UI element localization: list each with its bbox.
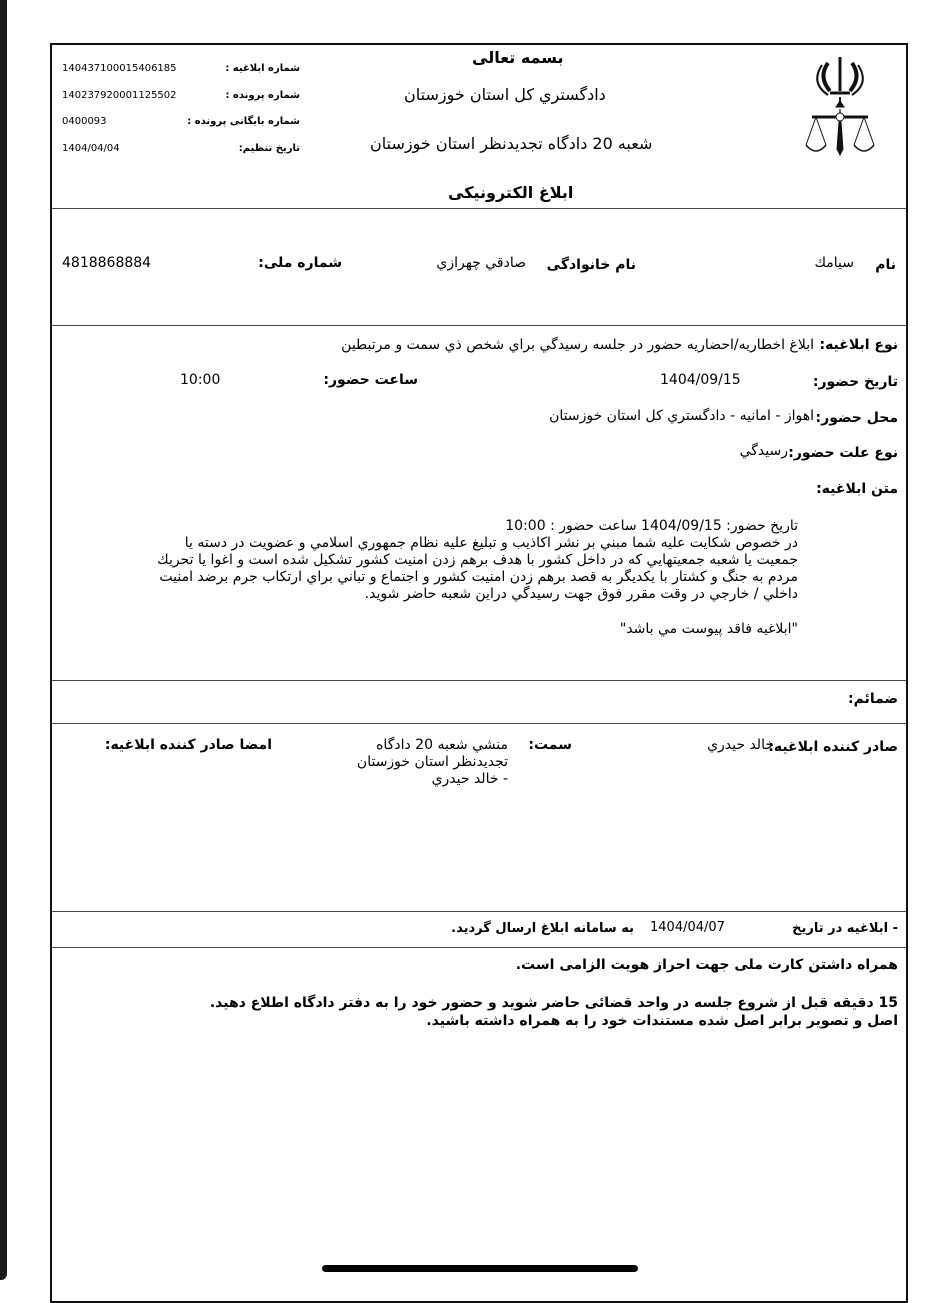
notice-text-label: متن ابلاغیه: [816,481,898,497]
appearance-date-label: تاریخ حضور: [812,374,898,390]
archive-number-value: 0400093 [62,116,107,127]
national-id-value: 4818868884 [62,255,152,271]
notice-body-line: مردم به جنگ و کشتار با یکدیگر به قصد برهم زدن امنیت کشور و اجتماع و تباني براي ارتکاب جرم برضد امنیت [159,569,798,585]
sent-date: 1404/04/07 [650,920,725,935]
position-line: تجدیدنظر استان خوزستان [356,754,508,770]
divider [52,325,906,326]
national-id-label: شماره ملی: [258,255,342,271]
divider [52,723,906,724]
appearance-place-label: محل حضور: [815,410,898,426]
note-arrive-early: 15 دقیقه قبل از شروع جلسه در واحد قضائی حاضر شوید و حضور خود را به دفتر دادگاه اطلاع دهید. [209,995,898,1011]
divider [52,680,906,681]
notice-body-line: جمعیت یا شعبه جمعیتهایي که در داخل کشور با هدف برهم زدن امنیت کشور تشکیل شده است و اغوا یا تحریك [157,552,798,568]
divider [52,947,906,948]
iran-judiciary-emblem-icon [804,53,876,165]
appearance-reason-label: نوع علت حضور: [788,445,898,461]
appearance-date-value: 1404/09/15 [660,372,741,388]
issue-date-label: تاریخ تنظیم: [238,143,300,154]
issuer-name: خالد حیدري [707,737,774,753]
notice-body-line: تاریخ حضور: 1404/09/15 ساعت حضور : 10:00 [505,518,798,534]
notice-body-text [58,518,798,638]
notice-number-label: شماره ابلاغیه : [225,63,300,74]
appearance-reason-value: رسیدگي [739,443,788,459]
bismillah-heading: بسمه تعالی [472,48,564,67]
position-line: منشي شعبه 20 دادگاه [376,737,508,753]
last-name-label: نام خانوادگی [546,257,636,273]
position-label: سمت: [528,737,572,753]
issuer-signature-label: امضا صادر کننده ابلاغیه: [104,737,272,753]
attachment-note: "ابلاغیه فاقد پیوست مي باشد" [619,621,798,637]
notice-body-line: داخلي / خارجي در وقت مقرر فوق جهت رسیدگي دراین شعبه حاضر شوید. [364,586,798,602]
first-name-label: نام [875,257,896,273]
appearance-time-value: 10:00 [180,372,221,388]
issue-date-value: 1404/04/04 [62,143,120,154]
court-general-title: دادگستري کل استان خوزستان [404,85,606,104]
document-title: ابلاغ الکترونیکی [448,183,574,202]
window-edge [0,0,7,1280]
first-name-value: سیامك [814,255,854,271]
position-value [357,737,508,788]
note-documents: اصل و تصویر برابر اصل شده مستندات خود را به همراه داشته باشید. [426,1013,898,1029]
appearance-place-value: اهواز - امانیه - دادگستري کل استان خوزستان [549,408,814,424]
court-branch-title: شعبه 20 دادگاه تجدیدنظر استان خوزستان [370,134,653,153]
attachments-label: ضمائم: [847,691,898,707]
divider [52,208,906,209]
archive-number-label: شماره بایگانی پرونده : [187,116,300,127]
issuer-label: صادر کننده ابلاغیه: [768,739,898,755]
notice-type-label: نوع ابلاغیه: [819,337,898,353]
case-number-label: شماره پرونده : [225,90,300,101]
note-national-id: همراه داشتن کارت ملی جهت احراز هویت الزامی است. [515,957,898,973]
sent-prefix: - ابلاغیه در تاریخ [792,921,898,936]
notice-number-value: 140437100015406185 [62,63,177,74]
sent-suffix: به سامانه ابلاغ ارسال گردید. [451,921,634,936]
notice-type-value: ابلاغ اخطاریه/احضاریه حضور در جلسه رسیدگي براي شخص ذي سمت و مرتبطین [341,337,814,353]
divider [52,911,906,912]
home-indicator-bar[interactable] [322,1265,638,1272]
notice-body-line: در خصوص شکایت علیه شما مبني بر نشر اکاذیب و تبلیغ علیه نظام جمهوري اسلامي و عضویت در دسته یا [184,535,798,551]
position-line: - خالد حیدري [431,771,508,787]
appearance-time-label: ساعت حضور: [323,372,418,388]
last-name-value: صادقي چهرازي [436,255,526,271]
case-number-value: 140237920001125502 [62,90,177,101]
court-notice-document [50,43,908,1303]
